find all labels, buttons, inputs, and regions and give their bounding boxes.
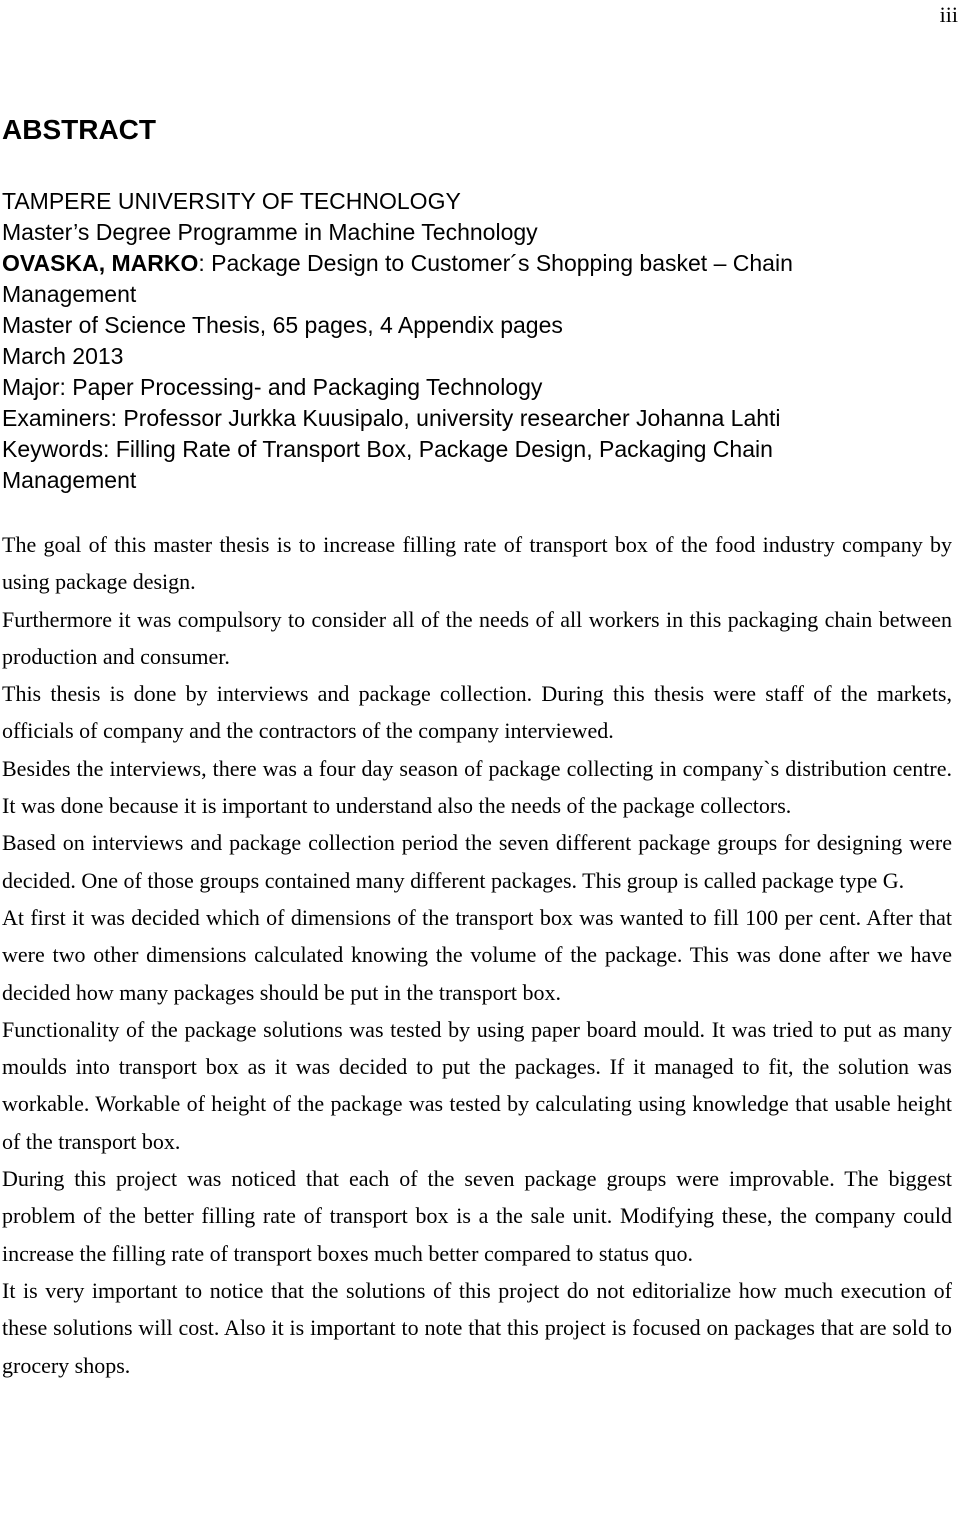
keywords-line-continued: Management — [2, 467, 137, 493]
abstract-paragraph: During this project was noticed that each of the seven package groups were improvable. The biggest problem of the better filling rate of transport box is a the sale unit. Modifying these, the company could increase the filling rate of transport boxes much better compared to status quo. — [2, 1166, 952, 1266]
thesis-metadata — [2, 186, 952, 496]
thesis-title-continued: Management — [2, 281, 137, 307]
thesis-info-line: Master of Science Thesis, 65 pages, 4 Appendix pages — [2, 312, 563, 338]
author-name: OVASKA, MARKO — [2, 250, 199, 276]
abstract-paragraph: Furthermore it was compulsory to consider all of the needs of all workers in this packaging chain between production and consumer. — [2, 606, 952, 669]
abstract-paragraph: This thesis is done by interviews and package collection. During this thesis were staff of the markets, officials of company and the contractors of the company interviewed. — [2, 681, 952, 744]
abstract-paragraph: Based on interviews and package collection period the seven different package groups for designing were decided. One of those groups contained many different packages. This group is called package type G. — [2, 830, 952, 893]
date-line: March 2013 — [2, 343, 124, 369]
major-line: Major: Paper Processing- and Packaging Technology — [2, 374, 543, 400]
abstract-paragraph: The goal of this master thesis is to increase filling rate of transport box of the food industry company by using package design. — [2, 532, 952, 595]
page-number: iii — [939, 2, 958, 27]
keywords-line: Keywords: Filling Rate of Transport Box, Package Design, Packaging Chain — [2, 436, 773, 462]
programme-line: Master’s Degree Programme in Machine Technology — [2, 219, 538, 245]
abstract-heading: ABSTRACT — [2, 114, 156, 145]
author-title-line — [2, 248, 952, 279]
abstract-paragraph: Functionality of the package solutions was tested by using paper board mould. It was tried to put as many moulds into transport box as it was decided to put the packages. If it managed to fit, the solution was workable. Workable of height of the package was tested by calculating using knowledge that usable height of the transport box. — [2, 1016, 952, 1154]
abstract-paragraph: Besides the interviews, there was a four day season of package collecting in company`s distribution centre. It was done because it is important to understand also the needs of the package collectors. — [2, 755, 952, 819]
abstract-body — [2, 526, 952, 1384]
examiners-line: Examiners: Professor Jurkka Kuusipalo, university researcher Johanna Lahti — [2, 405, 781, 431]
thesis-title: : Package Design to Customer´s Shopping basket – Chain — [198, 250, 793, 276]
abstract-paragraph: It is very important to notice that the solutions of this project do not editorialize how much execution of these solutions will cost. Also it is important to note that this project is focused on packages that are sold to grocery shops. — [2, 1277, 952, 1378]
university-line: TAMPERE UNIVERSITY OF TECHNOLOGY — [2, 188, 461, 214]
abstract-paragraph: At first it was decided which of dimensions of the transport box was wanted to fill 100 per cent. After that were two other dimensions calculated knowing the volume of the package. This was done after we have decided how many packages should be put in the transport box. — [2, 904, 952, 1005]
